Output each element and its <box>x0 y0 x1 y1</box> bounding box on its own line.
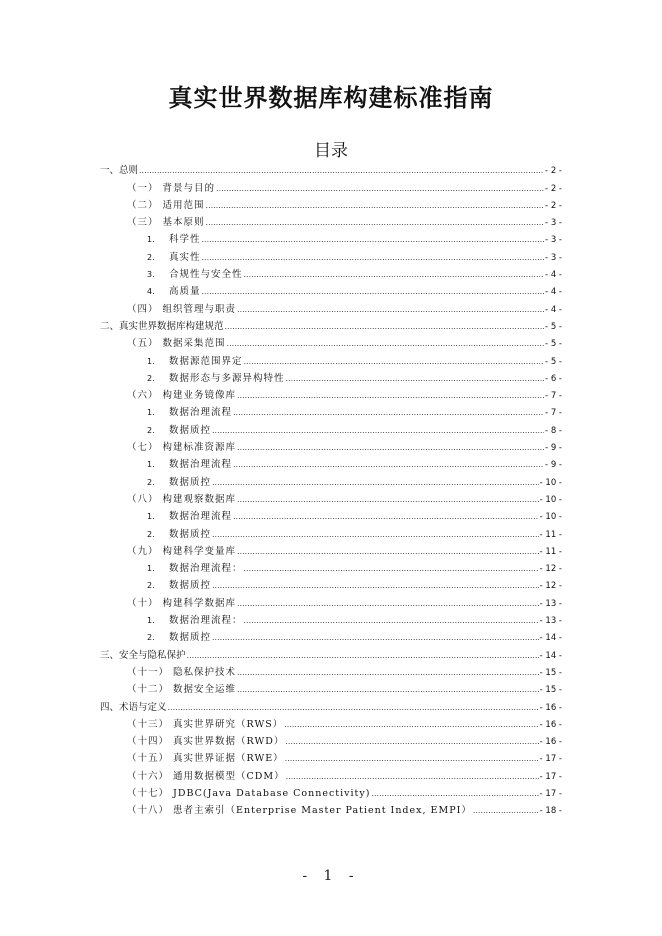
toc-entry-page: - 14 - <box>539 633 562 644</box>
toc-entry[interactable] <box>100 386 562 403</box>
toc-leader-dots <box>237 545 539 559</box>
toc-entry-label <box>147 458 232 472</box>
toc-entry-label <box>147 285 201 299</box>
toc-entry[interactable] <box>100 611 562 628</box>
toc-entry-label <box>147 372 285 386</box>
toc-leader-dots <box>202 251 545 265</box>
toc-entry-page: - 15 - <box>539 667 562 678</box>
toc-heading: 目录 <box>314 141 348 161</box>
toc-entry-text: 高质量 <box>169 286 201 298</box>
toc-entry[interactable] <box>100 247 562 264</box>
toc-leader-dots <box>371 787 538 801</box>
toc-entry-page: - 12 - <box>539 564 562 575</box>
toc-entry-page: - 17 - <box>539 754 562 765</box>
toc-entry[interactable] <box>100 628 562 645</box>
toc-entry-label: （十四） 真实世界数据（RWD） <box>127 736 285 748</box>
toc-entry-text: 数据治理流程： <box>169 563 243 575</box>
toc-entry-text: 数据治理流程 <box>169 459 233 471</box>
toc-entry[interactable] <box>100 351 562 368</box>
toc-leader-dots <box>237 597 539 611</box>
toc-entry-page: - 3 - <box>545 235 562 246</box>
toc-entry-page: - 2 - <box>545 183 562 194</box>
toc-leader-dots <box>244 268 545 282</box>
toc-entry-label: （二） 适用范围 <box>127 199 205 211</box>
toc-leader-dots <box>237 441 544 455</box>
toc-entry-label: （十七） JDBC(Java Database Connectivity) <box>127 787 371 799</box>
toc-entry-page: - 10 - <box>539 494 562 505</box>
toc-entry[interactable] <box>100 715 562 732</box>
toc-leader-dots <box>237 666 539 680</box>
toc-entry[interactable] <box>100 369 562 386</box>
toc-entry[interactable] <box>100 265 562 282</box>
toc-entry[interactable] <box>100 178 562 195</box>
toc-leader-dots <box>212 631 539 645</box>
toc-entry-text: 数据质控 <box>169 580 212 592</box>
toc-entry-page: - 9 - <box>545 460 562 471</box>
toc-entry[interactable] <box>100 420 562 437</box>
toc-entry-text: 数据质控 <box>169 528 212 540</box>
toc-leader-dots <box>286 770 539 784</box>
toc-entry[interactable] <box>100 282 562 299</box>
toc-entry-text: 数据治理流程 <box>169 511 233 523</box>
toc-leader-dots <box>187 649 539 663</box>
toc-entry-label <box>147 614 243 628</box>
toc-entry-label <box>147 268 243 282</box>
toc-entry-text: 数据质控 <box>169 632 212 644</box>
toc-entry-page: - 4 - <box>545 304 562 315</box>
toc-leader-dots <box>168 701 539 715</box>
toc-entry[interactable] <box>100 576 562 593</box>
toc-entry[interactable] <box>100 196 562 213</box>
toc-entry[interactable] <box>100 732 562 749</box>
toc-entry-page: - 12 - <box>539 581 562 592</box>
toc-entry-label <box>147 562 243 576</box>
toc-leader-dots <box>233 510 539 524</box>
toc-entry-label: 三、安全与隐私保护 <box>100 649 186 661</box>
toc-entry-number: 2. <box>147 373 155 383</box>
toc-entry[interactable] <box>100 801 562 818</box>
toc-entry-text: 数据治理流程： <box>169 615 243 627</box>
toc-leader-dots <box>206 199 545 213</box>
toc-entry-page: - 2 - <box>545 200 562 211</box>
toc-entry-page: - 3 - <box>545 252 562 263</box>
toc-entry-label: （九） 构建科学变量库 <box>127 545 237 557</box>
toc-entry-label <box>147 424 211 438</box>
toc-entry[interactable] <box>100 472 562 489</box>
toc-leader-dots <box>244 562 539 576</box>
toc-entry[interactable] <box>100 161 562 178</box>
toc-entry-label: 二、真实世界数据库构建规范 <box>100 320 224 332</box>
toc-entry-text: 数据质控 <box>169 476 212 488</box>
toc-entry-page: - 5 - <box>545 339 562 350</box>
toc-entry-number: 2. <box>147 425 155 435</box>
toc-entry-page: - 5 - <box>545 356 562 367</box>
toc-entry-page: - 10 - <box>539 512 562 523</box>
toc-entry-text: 数据质控 <box>169 424 212 436</box>
toc-entry[interactable] <box>100 749 562 766</box>
toc-entry-label: （四） 组织管理与职责 <box>127 303 237 315</box>
toc-entry-number: 2. <box>147 529 155 539</box>
toc-entry-label <box>147 579 211 593</box>
toc-leader-dots <box>284 718 538 732</box>
toc-leader-dots <box>237 303 544 317</box>
toc-entry-page: - 11 - <box>539 546 562 557</box>
toc-leader-dots <box>237 683 539 697</box>
toc-entry-page: - 17 - <box>539 788 562 799</box>
toc-entry-label <box>147 355 243 369</box>
toc-entry[interactable] <box>100 230 562 247</box>
toc-entry-text: 合规性与安全性 <box>169 269 243 281</box>
toc-leader-dots <box>139 164 544 178</box>
toc-entry-label: （十五） 真实世界证据（RWE） <box>127 753 284 765</box>
toc-entry-label <box>147 406 232 420</box>
toc-leader-dots <box>202 285 545 299</box>
toc-entry[interactable] <box>100 299 562 316</box>
toc-entry[interactable] <box>100 766 562 783</box>
toc-entry-number: 1. <box>147 408 155 418</box>
toc-entry-page: - 18 - <box>539 806 562 817</box>
toc-entry-page: - 5 - <box>545 321 562 332</box>
toc-leader-dots <box>237 389 544 403</box>
toc-entry-label <box>147 631 211 645</box>
toc-entry[interactable] <box>100 438 562 455</box>
toc-entry-label: （十一） 隐私保护技术 <box>127 666 237 678</box>
toc-leader-dots <box>202 233 545 247</box>
toc-entry-label: （十八） 患者主索引（Enterprise Master Patient Index, EMPI） <box>127 805 472 817</box>
toc-entry-number: 3. <box>147 270 155 280</box>
toc-entry-page: - 13 - <box>539 598 562 609</box>
toc-entry-label: （七） 构建标准资源库 <box>127 442 237 454</box>
document-title: 真实世界数据库构建标准指南 <box>168 83 494 112</box>
toc-entry-label: 四、术语与定义 <box>100 701 167 713</box>
toc-entry-page: - 8 - <box>545 425 562 436</box>
toc-entry[interactable] <box>100 507 562 524</box>
toc-entry-label: （八） 构建观察数据库 <box>127 493 237 505</box>
toc-entry-text: 科学性 <box>169 234 201 246</box>
toc-entry-label <box>147 233 201 247</box>
toc-entry-label <box>147 251 201 265</box>
toc-leader-dots <box>216 182 544 196</box>
toc-leader-dots <box>244 355 545 369</box>
toc-entry-page: - 9 - <box>545 443 562 454</box>
toc-leader-dots <box>212 528 539 542</box>
toc-entry-label <box>147 510 232 524</box>
toc-entry-page: - 17 - <box>539 771 562 782</box>
toc-entry-number: 2. <box>147 581 155 591</box>
toc-entry[interactable] <box>100 559 562 576</box>
toc-entry[interactable] <box>100 542 562 559</box>
toc-entry-page: - 13 - <box>539 616 562 627</box>
toc-entry-text: 数据源范围界定 <box>169 355 243 367</box>
toc-entry-page: - 14 - <box>539 650 562 661</box>
toc-entry-label: （三） 基本原则 <box>127 217 205 229</box>
toc-entry-label: （十二） 数据安全运维 <box>127 684 237 696</box>
toc-entry-label: （十） 构建科学数据库 <box>127 597 237 609</box>
toc-entry-page: - 7 - <box>545 408 562 419</box>
toc-entry[interactable] <box>100 784 562 801</box>
toc-entry-page: - 4 - <box>545 270 562 281</box>
toc-entry-number: 2. <box>147 252 155 262</box>
toc-entry-number: 1. <box>147 512 155 522</box>
toc-entry[interactable] <box>100 213 562 230</box>
toc-leader-dots <box>227 337 545 351</box>
toc-entry[interactable] <box>100 645 562 662</box>
toc-entry-label: （五） 数据采集范围 <box>127 338 226 350</box>
toc-entry-text: 真实性 <box>169 251 201 263</box>
toc-entry[interactable] <box>100 490 562 507</box>
toc-entry-page: - 10 - <box>539 477 562 488</box>
toc-entry[interactable] <box>100 334 562 351</box>
toc-entry-number: 2. <box>147 633 155 643</box>
toc-entry-text: 数据形态与多源异构特性 <box>169 372 285 384</box>
toc-entry-page: - 7 - <box>545 391 562 402</box>
toc-entry[interactable] <box>100 593 562 610</box>
toc-leader-dots <box>237 493 539 507</box>
toc-leader-dots <box>212 579 539 593</box>
toc-entry-page: - 6 - <box>545 373 562 384</box>
toc-entry[interactable] <box>100 697 562 714</box>
toc-entry-page: - 16 - <box>539 719 562 730</box>
toc-entry-label <box>147 476 211 490</box>
toc-entry[interactable] <box>100 317 562 334</box>
page-number: - 1 - <box>302 868 360 884</box>
table-of-contents <box>100 161 562 818</box>
toc-entry-page: - 15 - <box>539 685 562 696</box>
toc-entry-page: - 4 - <box>545 287 562 298</box>
toc-entry-number: 1. <box>147 616 155 626</box>
toc-entry-number: 1. <box>147 356 155 366</box>
toc-entry[interactable] <box>100 455 562 472</box>
toc-entry[interactable] <box>100 524 562 541</box>
toc-leader-dots <box>233 406 544 420</box>
toc-leader-dots <box>212 476 539 490</box>
toc-leader-dots <box>233 458 544 472</box>
toc-entry-number: 1. <box>147 460 155 470</box>
toc-leader-dots <box>225 320 545 334</box>
toc-entry-number: 2. <box>147 477 155 487</box>
toc-entry-page: - 3 - <box>545 218 562 229</box>
toc-entry-number: 4. <box>147 287 155 297</box>
toc-entry-label: （十六） 通用数据模型（CDM） <box>127 770 285 782</box>
toc-entry[interactable] <box>100 663 562 680</box>
toc-entry-number: 1. <box>147 564 155 574</box>
toc-entry[interactable] <box>100 403 562 420</box>
toc-entry-number: 1. <box>147 235 155 245</box>
toc-leader-dots <box>286 372 545 386</box>
toc-entry-page: - 16 - <box>539 737 562 748</box>
toc-entry-label: （十三） 真实世界研究（RWS） <box>127 718 284 730</box>
toc-entry[interactable] <box>100 680 562 697</box>
toc-leader-dots <box>206 216 545 230</box>
toc-leader-dots <box>212 424 544 438</box>
toc-entry-text: 数据治理流程 <box>169 407 233 419</box>
toc-entry-label <box>147 528 211 542</box>
toc-entry-label: （六） 构建业务镜像库 <box>127 390 237 402</box>
toc-entry-page: - 2 - <box>545 166 562 177</box>
toc-entry-page: - 16 - <box>539 702 562 713</box>
toc-leader-dots <box>285 735 538 749</box>
toc-entry-label: 一、总则 <box>100 165 139 177</box>
toc-leader-dots <box>473 804 539 818</box>
toc-leader-dots <box>285 752 539 766</box>
toc-leader-dots <box>244 614 539 628</box>
toc-entry-label: （一） 背景与目的 <box>127 182 216 194</box>
toc-entry-page: - 11 - <box>539 529 562 540</box>
